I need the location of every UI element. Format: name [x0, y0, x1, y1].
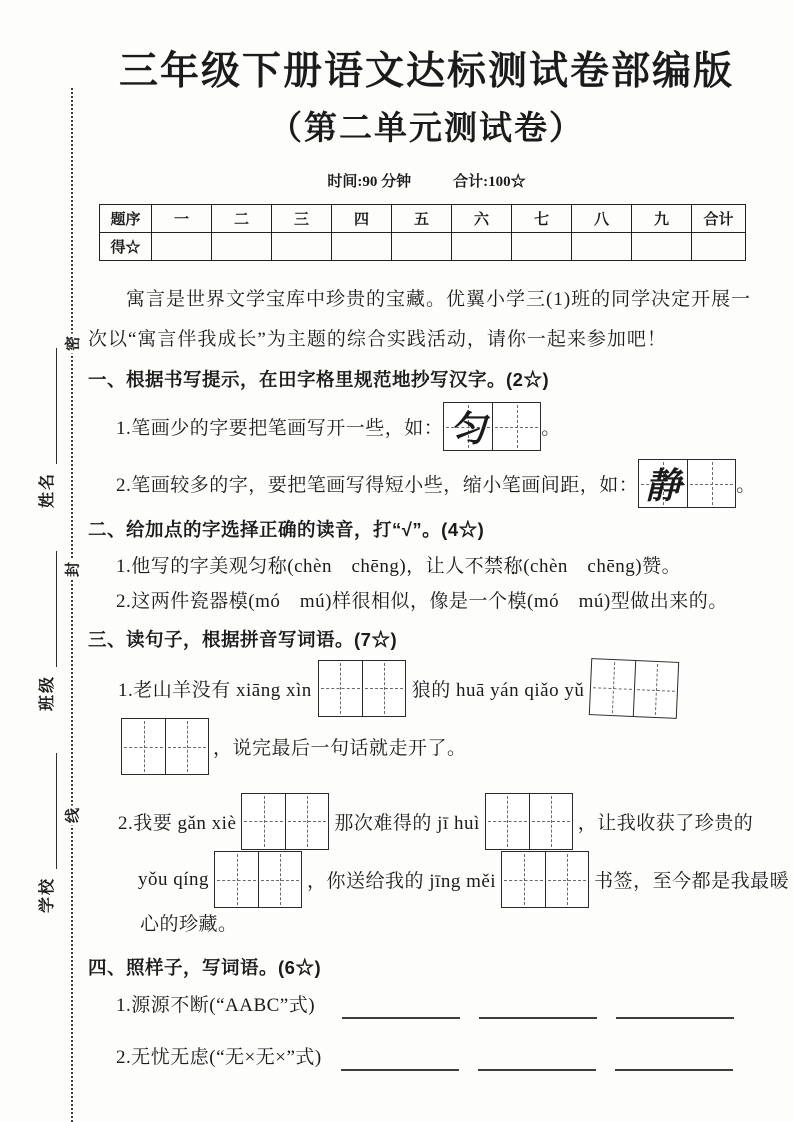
- answer-blank: [616, 997, 734, 1019]
- score-header-cell: 五: [392, 205, 452, 233]
- item-text: 书签，至今都是我最暖: [594, 871, 790, 892]
- item-text: 那次难得的 jī huì: [334, 812, 480, 834]
- score-cell-empty: [272, 233, 332, 261]
- grid-cell-empty: [122, 719, 165, 774]
- grid-cell-empty: [545, 852, 588, 907]
- item-text: 2.我要 gǎn xiè: [118, 812, 237, 834]
- grid-cell-empty: [633, 661, 678, 718]
- score-cell-empty: [332, 233, 392, 261]
- section-1-item-2: [116, 458, 765, 509]
- section-3-item-1-line-2: [121, 717, 765, 776]
- dotted-char: 模 •: [229, 584, 249, 619]
- item-text-after: 。: [541, 418, 561, 439]
- seal-char-mi: 密: [59, 334, 86, 354]
- score-header-cell: 九: [632, 205, 692, 233]
- section-2-item-2: [116, 584, 765, 619]
- item-text: (mó mú)型做出来的。: [527, 591, 728, 612]
- item-label: 2.无忧无虑(“无×无×”式): [116, 1047, 322, 1068]
- item-text: 2.这两件瓷器: [116, 591, 229, 612]
- item-text: (chèn chēng)，让人不禁: [287, 556, 504, 577]
- grid-example-char: 静: [645, 466, 682, 506]
- score-row-label: 得☆: [100, 233, 152, 261]
- score-cell-empty: [572, 233, 632, 261]
- score-header-cell: 二: [212, 205, 272, 233]
- exam-meta: [88, 170, 765, 191]
- item-text: 狼的 huā yán qiǎo yǔ: [411, 679, 585, 701]
- score-table: [99, 204, 746, 261]
- item-text: (chèn chēng)赞。: [523, 556, 682, 577]
- score-header-cell: 合计: [692, 205, 746, 233]
- score-cell-empty: [692, 233, 746, 261]
- section-4-item-2: [116, 1045, 765, 1071]
- dotted-char: 称 •: [268, 549, 288, 584]
- section-1-item-1: [116, 401, 765, 452]
- score-table-header-row: [100, 205, 746, 233]
- section-1-heading: 一、根据书写提示，在田字格里规范地抄写汉字。(2☆): [88, 369, 550, 390]
- writing-grid: [443, 402, 541, 451]
- item-text: 1.老山羊没有 xiāng xìn: [118, 679, 312, 701]
- item-text: ，说完最后一句话就走开了。: [213, 738, 467, 759]
- score-header-cell: 六: [452, 205, 512, 233]
- writing-grid: [638, 459, 736, 508]
- seal-char-feng: 封: [59, 560, 86, 580]
- answer-blank: [478, 1049, 596, 1071]
- grid-cell-empty: [529, 794, 572, 849]
- item-text: 1.他写的字美观匀: [116, 556, 268, 577]
- grid-cell-empty: [165, 719, 208, 774]
- section-4-item-1: [116, 993, 765, 1019]
- item-label: 1.源源不断(“AABC”式): [116, 995, 316, 1016]
- section-3-item-2-line-3: 心的珍藏。: [140, 914, 238, 935]
- intro-paragraph: [88, 280, 765, 360]
- seal-char-xian: 线: [59, 806, 86, 826]
- section-2-heading: 二、给加点的字选择正确的读音，打“√”。(4☆): [88, 519, 485, 540]
- grid-cell-empty: [502, 852, 545, 907]
- grid-cell-empty: [590, 659, 635, 716]
- intro-line-1: 寓言是世界文学宝库中珍贵的宝藏。优翼小学三(1)班的同学决定开展一: [126, 289, 752, 310]
- class-field: [31, 551, 57, 711]
- score-cell-empty: [212, 233, 272, 261]
- time-label: 时间:90 分钟: [327, 174, 412, 190]
- pinyin-answer-grid: [241, 793, 329, 850]
- pinyin-answer-grid: [318, 660, 406, 717]
- score-table-score-row: [100, 233, 746, 261]
- name-field-label: 姓名: [39, 471, 56, 508]
- grid-example-char: 匀: [450, 409, 487, 449]
- score-cell-empty: [512, 233, 572, 261]
- score-header-cell: 八: [572, 205, 632, 233]
- intro-line-2: 次以“寓言伴我成长”为主题的综合实践活动，请你一起来参加吧！: [88, 329, 667, 350]
- total-score-label: 合计:100☆: [453, 174, 526, 190]
- class-blank-line: [53, 551, 57, 667]
- grid-cell-empty: [492, 403, 540, 450]
- name-blank-line: [53, 348, 57, 464]
- grid-cell: [639, 460, 687, 507]
- answer-blank: [342, 997, 460, 1019]
- class-field-label: 班级: [39, 674, 56, 711]
- page-title: 三年级下册语文达标测试卷部编版: [118, 50, 734, 93]
- section-3-item-2-line-2: [138, 850, 790, 909]
- dotted-char: 称 •: [504, 549, 524, 584]
- grid-cell-empty: [242, 794, 285, 849]
- section-3-item-1-line-1: [118, 659, 765, 717]
- pinyin-answer-grid: [589, 658, 679, 719]
- item-text: ，你送给我的 jīng měi: [307, 871, 497, 892]
- pinyin-answer-grid: [485, 793, 573, 850]
- pinyin-answer-grid: [121, 718, 209, 775]
- answer-blank: [341, 1049, 459, 1071]
- item-text: ，让我收获了珍贵的: [577, 812, 754, 834]
- item-text-after: 。: [736, 475, 756, 496]
- name-field: [31, 348, 57, 508]
- grid-cell-empty: [362, 661, 405, 716]
- pinyin-answer-grid: [214, 851, 302, 908]
- school-field: [31, 753, 57, 913]
- answer-blank: [479, 997, 597, 1019]
- score-cell-empty: [392, 233, 452, 261]
- pinyin-answer-grid: [501, 851, 589, 908]
- grid-cell-empty: [285, 794, 328, 849]
- score-header-cell: 三: [272, 205, 332, 233]
- paper-content: [88, 0, 790, 1071]
- section-3-item-2-line-1: [118, 792, 765, 850]
- section-2-item-1: [116, 549, 765, 584]
- section-4-heading: 四、照样子，写词语。(6☆): [88, 957, 322, 978]
- score-header-cell: 题序: [100, 205, 152, 233]
- grid-cell: [444, 403, 492, 450]
- dotted-char: 模 •: [508, 584, 528, 619]
- seal-dotted-line: [71, 88, 73, 1122]
- grid-cell-empty: [215, 852, 258, 907]
- school-field-label: 学校: [39, 876, 56, 913]
- score-cell-empty: [632, 233, 692, 261]
- item-text: (mó mú)样很相似，像是一个: [248, 591, 508, 612]
- item-text: yǒu qíng: [138, 868, 210, 890]
- score-header-cell: 四: [332, 205, 392, 233]
- score-header-cell: 七: [512, 205, 572, 233]
- score-cell-empty: [152, 233, 212, 261]
- score-header-cell: 一: [152, 205, 212, 233]
- section-3-heading: 三、读句子，根据拼音写词语。(7☆): [88, 629, 398, 650]
- school-blank-line: [53, 753, 57, 869]
- score-cell-empty: [452, 233, 512, 261]
- grid-cell-empty: [486, 794, 529, 849]
- grid-cell-empty: [319, 661, 362, 716]
- page-subtitle: （第二单元测试卷）: [269, 109, 584, 146]
- item-text: 1.笔画少的字要把笔画写开一些，如：: [116, 418, 444, 439]
- answer-blank: [615, 1049, 733, 1071]
- grid-cell-empty: [687, 460, 735, 507]
- grid-cell-empty: [258, 852, 301, 907]
- item-text: 2.笔画较多的字，要把笔画写得短小些，缩小笔画间距，如：: [116, 475, 639, 496]
